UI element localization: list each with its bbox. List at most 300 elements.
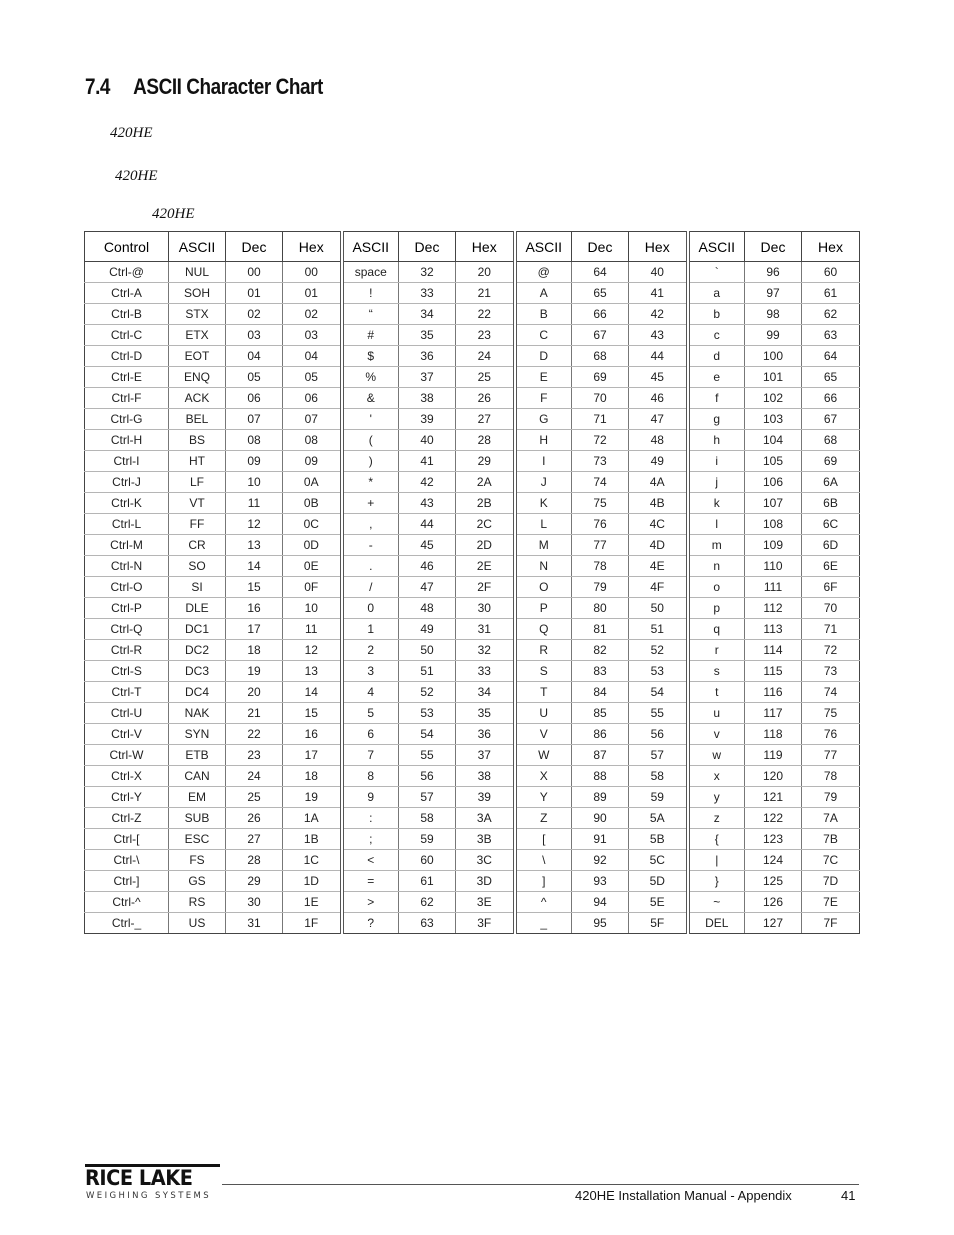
table-cell: 7F	[802, 913, 860, 934]
table-cell: 74	[572, 472, 629, 493]
table-cell: 112	[745, 598, 802, 619]
table-cell: ^	[515, 892, 572, 913]
table-cell: m	[688, 535, 745, 556]
table-cell: 115	[745, 661, 802, 682]
table-cell: T	[515, 682, 572, 703]
column-header: Hex	[802, 232, 860, 262]
table-cell: 61	[399, 871, 456, 892]
table-cell: ]	[515, 871, 572, 892]
table-cell: 78	[572, 556, 629, 577]
table-cell: 104	[745, 430, 802, 451]
table-cell: EOT	[169, 346, 226, 367]
table-cell: 2D	[456, 535, 515, 556]
column-header: Control	[85, 232, 169, 262]
table-cell: 28	[226, 850, 283, 871]
table-cell: 33	[456, 661, 515, 682]
table-cell: =	[342, 871, 399, 892]
table-cell: [	[515, 829, 572, 850]
table-cell: Ctrl-\	[85, 850, 169, 871]
table-cell: k	[688, 493, 745, 514]
table-cell: 35	[456, 703, 515, 724]
table-cell: 50	[399, 640, 456, 661]
table-cell: -	[342, 535, 399, 556]
table-row	[85, 766, 860, 787]
table-cell: 79	[572, 577, 629, 598]
table-cell: NUL	[169, 262, 226, 283]
table-cell: g	[688, 409, 745, 430]
table-cell: 124	[745, 850, 802, 871]
table-cell: u	[688, 703, 745, 724]
table-cell: 71	[802, 619, 860, 640]
table-row	[85, 577, 860, 598]
table-cell: ;	[342, 829, 399, 850]
table-cell: 2C	[456, 514, 515, 535]
table-cell: 69	[802, 451, 860, 472]
table-cell: 73	[802, 661, 860, 682]
table-cell: 30	[226, 892, 283, 913]
table-cell: O	[515, 577, 572, 598]
table-cell: 88	[572, 766, 629, 787]
table-cell: DC3	[169, 661, 226, 682]
table-cell: ~	[688, 892, 745, 913]
table-cell: 68	[572, 346, 629, 367]
logo-wordmark: RICE LAKE	[85, 1166, 193, 1190]
table-cell: 15	[226, 577, 283, 598]
table-cell: 66	[572, 304, 629, 325]
table-cell: Ctrl-S	[85, 661, 169, 682]
table-cell: v	[688, 724, 745, 745]
table-cell: VT	[169, 493, 226, 514]
table-cell: FF	[169, 514, 226, 535]
rice-lake-logo	[85, 1164, 227, 1204]
table-row	[85, 430, 860, 451]
table-cell: p	[688, 598, 745, 619]
table-cell: SUB	[169, 808, 226, 829]
table-cell: x	[688, 766, 745, 787]
table-cell: 7	[342, 745, 399, 766]
table-cell: Ctrl-Z	[85, 808, 169, 829]
table-cell: 06	[226, 388, 283, 409]
table-cell: 6F	[802, 577, 860, 598]
table-cell: l	[688, 514, 745, 535]
column-header: Hex	[629, 232, 688, 262]
table-row	[85, 493, 860, 514]
table-row	[85, 451, 860, 472]
table-cell: 54	[629, 682, 688, 703]
table-row	[85, 409, 860, 430]
table-cell: 82	[572, 640, 629, 661]
table-cell: 03	[226, 325, 283, 346]
table-cell: 73	[572, 451, 629, 472]
table-cell: 62	[802, 304, 860, 325]
table-cell: 59	[629, 787, 688, 808]
table-cell: Ctrl-R	[85, 640, 169, 661]
table-cell: 1E	[283, 892, 342, 913]
table-cell: 0F	[283, 577, 342, 598]
table-cell: 12	[283, 640, 342, 661]
table-cell: r	[688, 640, 745, 661]
table-cell: 99	[745, 325, 802, 346]
table-cell: 23	[226, 745, 283, 766]
table-cell: 0A	[283, 472, 342, 493]
table-cell: 57	[629, 745, 688, 766]
table-cell: 53	[629, 661, 688, 682]
table-cell: 6D	[802, 535, 860, 556]
table-cell: 23	[456, 325, 515, 346]
table-cell: R	[515, 640, 572, 661]
table-cell: 41	[399, 451, 456, 472]
table-cell: P	[515, 598, 572, 619]
table-cell: :	[342, 808, 399, 829]
table-cell: Ctrl-]	[85, 871, 169, 892]
table-cell: 93	[572, 871, 629, 892]
table-cell: 61	[802, 283, 860, 304]
table-cell: 42	[629, 304, 688, 325]
table-cell: 21	[226, 703, 283, 724]
table-cell: Ctrl-B	[85, 304, 169, 325]
table-cell: 4D	[629, 535, 688, 556]
table-cell: 69	[572, 367, 629, 388]
table-cell: 13	[283, 661, 342, 682]
table-cell: 89	[572, 787, 629, 808]
table-cell: 19	[226, 661, 283, 682]
table-cell: 109	[745, 535, 802, 556]
table-cell: 63	[802, 325, 860, 346]
table-cell: 95	[572, 913, 629, 934]
table-row	[85, 787, 860, 808]
table-cell: Ctrl-V	[85, 724, 169, 745]
table-cell: 17	[283, 745, 342, 766]
table-cell: 19	[283, 787, 342, 808]
table-cell: 58	[399, 808, 456, 829]
table-cell: 10	[283, 598, 342, 619]
table-cell: 3B	[456, 829, 515, 850]
table-cell: \	[515, 850, 572, 871]
table-cell: 2E	[456, 556, 515, 577]
table-cell: M	[515, 535, 572, 556]
table-cell: V	[515, 724, 572, 745]
section-title-text: ASCII Character Chart	[133, 74, 323, 99]
table-cell: 48	[629, 430, 688, 451]
table-cell: s	[688, 661, 745, 682]
table-cell: 50	[629, 598, 688, 619]
table-cell: &	[342, 388, 399, 409]
table-cell: ETB	[169, 745, 226, 766]
table-cell: w	[688, 745, 745, 766]
table-cell: Ctrl-[	[85, 829, 169, 850]
table-cell: Ctrl-O	[85, 577, 169, 598]
table-row	[85, 724, 860, 745]
table-cell: 68	[802, 430, 860, 451]
table-cell: DC1	[169, 619, 226, 640]
table-cell: EM	[169, 787, 226, 808]
table-cell: 00	[226, 262, 283, 283]
table-cell: CR	[169, 535, 226, 556]
table-cell: 127	[745, 913, 802, 934]
table-cell: 6E	[802, 556, 860, 577]
table-cell: 21	[456, 283, 515, 304]
table-cell: 2A	[456, 472, 515, 493]
table-cell: 110	[745, 556, 802, 577]
table-cell: 122	[745, 808, 802, 829]
table-cell: a	[688, 283, 745, 304]
table-cell: *	[342, 472, 399, 493]
table-cell: Ctrl-T	[85, 682, 169, 703]
table-cell: 3A	[456, 808, 515, 829]
table-cell: 4E	[629, 556, 688, 577]
table-cell: 1A	[283, 808, 342, 829]
table-cell: '	[342, 409, 399, 430]
table-cell: 49	[629, 451, 688, 472]
table-cell: 55	[629, 703, 688, 724]
table-cell: 7A	[802, 808, 860, 829]
model-reference: 420HE	[115, 168, 158, 184]
table-cell: Ctrl-P	[85, 598, 169, 619]
table-cell: 13	[226, 535, 283, 556]
footer-rule	[222, 1184, 859, 1185]
table-cell: 74	[802, 682, 860, 703]
table-cell: 67	[572, 325, 629, 346]
table-cell: Ctrl-L	[85, 514, 169, 535]
table-row	[85, 745, 860, 766]
table-row	[85, 472, 860, 493]
table-cell: 27	[226, 829, 283, 850]
table-cell: Ctrl-U	[85, 703, 169, 724]
table-cell: 01	[226, 283, 283, 304]
table-cell: @	[515, 262, 572, 283]
table-cell: 60	[399, 850, 456, 871]
table-cell: }	[688, 871, 745, 892]
table-cell: 5C	[629, 850, 688, 871]
table-cell: GS	[169, 871, 226, 892]
table-cell: 1B	[283, 829, 342, 850]
table-cell: 16	[283, 724, 342, 745]
table-cell: 20	[226, 682, 283, 703]
table-cell: 47	[629, 409, 688, 430]
table-cell: 5E	[629, 892, 688, 913]
table-cell: 7D	[802, 871, 860, 892]
column-header: Dec	[572, 232, 629, 262]
table-row	[85, 619, 860, 640]
table-cell: 57	[399, 787, 456, 808]
table-cell: 46	[399, 556, 456, 577]
table-cell: A	[515, 283, 572, 304]
table-cell: 81	[572, 619, 629, 640]
table-cell: 34	[399, 304, 456, 325]
table-cell: DEL	[688, 913, 745, 934]
table-cell: 04	[283, 346, 342, 367]
table-cell: 14	[283, 682, 342, 703]
table-cell: 76	[802, 724, 860, 745]
table-cell: 120	[745, 766, 802, 787]
table-cell: h	[688, 430, 745, 451]
table-cell: Ctrl-@	[85, 262, 169, 283]
column-header: ASCII	[169, 232, 226, 262]
table-cell: 56	[399, 766, 456, 787]
column-header: ASCII	[515, 232, 572, 262]
table-cell: 08	[283, 430, 342, 451]
table-row	[85, 346, 860, 367]
table-cell: B	[515, 304, 572, 325]
table-cell: 39	[456, 787, 515, 808]
table-cell: 22	[226, 724, 283, 745]
table-cell: Ctrl-A	[85, 283, 169, 304]
ascii-character-table	[84, 231, 860, 934]
table-cell: 70	[802, 598, 860, 619]
table-row	[85, 808, 860, 829]
table-row	[85, 367, 860, 388]
table-cell: 29	[456, 451, 515, 472]
table-row	[85, 661, 860, 682]
table-cell: Z	[515, 808, 572, 829]
table-cell: 118	[745, 724, 802, 745]
table-cell: US	[169, 913, 226, 934]
table-cell: Ctrl-C	[85, 325, 169, 346]
table-cell: 01	[283, 283, 342, 304]
table-cell: 25	[226, 787, 283, 808]
table-cell: FS	[169, 850, 226, 871]
table-cell: 123	[745, 829, 802, 850]
table-cell: 77	[572, 535, 629, 556]
table-cell: BEL	[169, 409, 226, 430]
table-cell: 52	[399, 682, 456, 703]
table-cell: 4	[342, 682, 399, 703]
table-row	[85, 388, 860, 409]
table-cell: STX	[169, 304, 226, 325]
table-cell: Ctrl-G	[85, 409, 169, 430]
table-cell: ESC	[169, 829, 226, 850]
table-cell: 45	[399, 535, 456, 556]
table-cell: /	[342, 577, 399, 598]
table-cell: 52	[629, 640, 688, 661]
column-header: ASCII	[342, 232, 399, 262]
table-cell: $	[342, 346, 399, 367]
table-cell: 41	[629, 283, 688, 304]
table-cell: 1	[342, 619, 399, 640]
table-cell: 96	[745, 262, 802, 283]
table-cell: 119	[745, 745, 802, 766]
table-cell: 100	[745, 346, 802, 367]
table-cell: ,	[342, 514, 399, 535]
table-cell: Ctrl-H	[85, 430, 169, 451]
table-cell: 98	[745, 304, 802, 325]
table-cell: Ctrl-X	[85, 766, 169, 787]
table-cell: 43	[399, 493, 456, 514]
table-cell: 31	[226, 913, 283, 934]
logo-tagline: WEIGHING SYSTEMS	[86, 1191, 212, 1201]
table-cell: 00	[283, 262, 342, 283]
table-cell: )	[342, 451, 399, 472]
table-cell: 76	[572, 514, 629, 535]
table-row	[85, 850, 860, 871]
table-cell: 05	[226, 367, 283, 388]
table-cell: 4A	[629, 472, 688, 493]
table-cell: 0C	[283, 514, 342, 535]
table-cell: Ctrl-D	[85, 346, 169, 367]
table-cell: f	[688, 388, 745, 409]
table-cell: +	[342, 493, 399, 514]
table-row	[85, 514, 860, 535]
table-cell: S	[515, 661, 572, 682]
table-cell: 39	[399, 409, 456, 430]
table-cell: b	[688, 304, 745, 325]
table-cell: 36	[456, 724, 515, 745]
table-cell: 31	[456, 619, 515, 640]
table-cell: 84	[572, 682, 629, 703]
table-cell: e	[688, 367, 745, 388]
table-cell: K	[515, 493, 572, 514]
table-cell: 07	[226, 409, 283, 430]
table-row	[85, 556, 860, 577]
table-cell: 85	[572, 703, 629, 724]
table-cell: N	[515, 556, 572, 577]
table-cell: 62	[399, 892, 456, 913]
table-row	[85, 283, 860, 304]
table-body	[85, 262, 860, 934]
table-cell: Ctrl-K	[85, 493, 169, 514]
table-cell: 75	[572, 493, 629, 514]
table-cell: 36	[399, 346, 456, 367]
table-cell: 24	[226, 766, 283, 787]
table-cell: !	[342, 283, 399, 304]
table-cell: 12	[226, 514, 283, 535]
table-cell: Ctrl-F	[85, 388, 169, 409]
table-row	[85, 682, 860, 703]
table-cell: 2B	[456, 493, 515, 514]
table-cell: 1F	[283, 913, 342, 934]
table-cell: 34	[456, 682, 515, 703]
table-cell: 35	[399, 325, 456, 346]
column-header: Dec	[226, 232, 283, 262]
table-cell: Ctrl-Q	[85, 619, 169, 640]
table-cell: 56	[629, 724, 688, 745]
model-reference: 420HE	[110, 125, 153, 141]
table-cell: RS	[169, 892, 226, 913]
table-cell: 44	[629, 346, 688, 367]
table-cell: 106	[745, 472, 802, 493]
table-cell: 79	[802, 787, 860, 808]
table-cell: >	[342, 892, 399, 913]
table-cell: `	[688, 262, 745, 283]
table-cell: 0E	[283, 556, 342, 577]
table-cell: 32	[399, 262, 456, 283]
table-cell: 28	[456, 430, 515, 451]
table-cell: 03	[283, 325, 342, 346]
table-cell: 09	[283, 451, 342, 472]
table-cell: J	[515, 472, 572, 493]
table-cell: Ctrl-^	[85, 892, 169, 913]
table-cell: 37	[456, 745, 515, 766]
table-cell: NAK	[169, 703, 226, 724]
table-cell: 2F	[456, 577, 515, 598]
table-row	[85, 913, 860, 934]
table-cell: 4C	[629, 514, 688, 535]
table-cell: 40	[399, 430, 456, 451]
table-cell: 116	[745, 682, 802, 703]
table-cell: {	[688, 829, 745, 850]
column-header: Hex	[283, 232, 342, 262]
column-header: ASCII	[688, 232, 745, 262]
table-cell: t	[688, 682, 745, 703]
column-header: Dec	[399, 232, 456, 262]
table-cell: 18	[226, 640, 283, 661]
table-cell: (	[342, 430, 399, 451]
table-cell: 70	[572, 388, 629, 409]
table-cell: 0B	[283, 493, 342, 514]
table-cell: 58	[629, 766, 688, 787]
table-cell: 64	[802, 346, 860, 367]
table-cell: 49	[399, 619, 456, 640]
